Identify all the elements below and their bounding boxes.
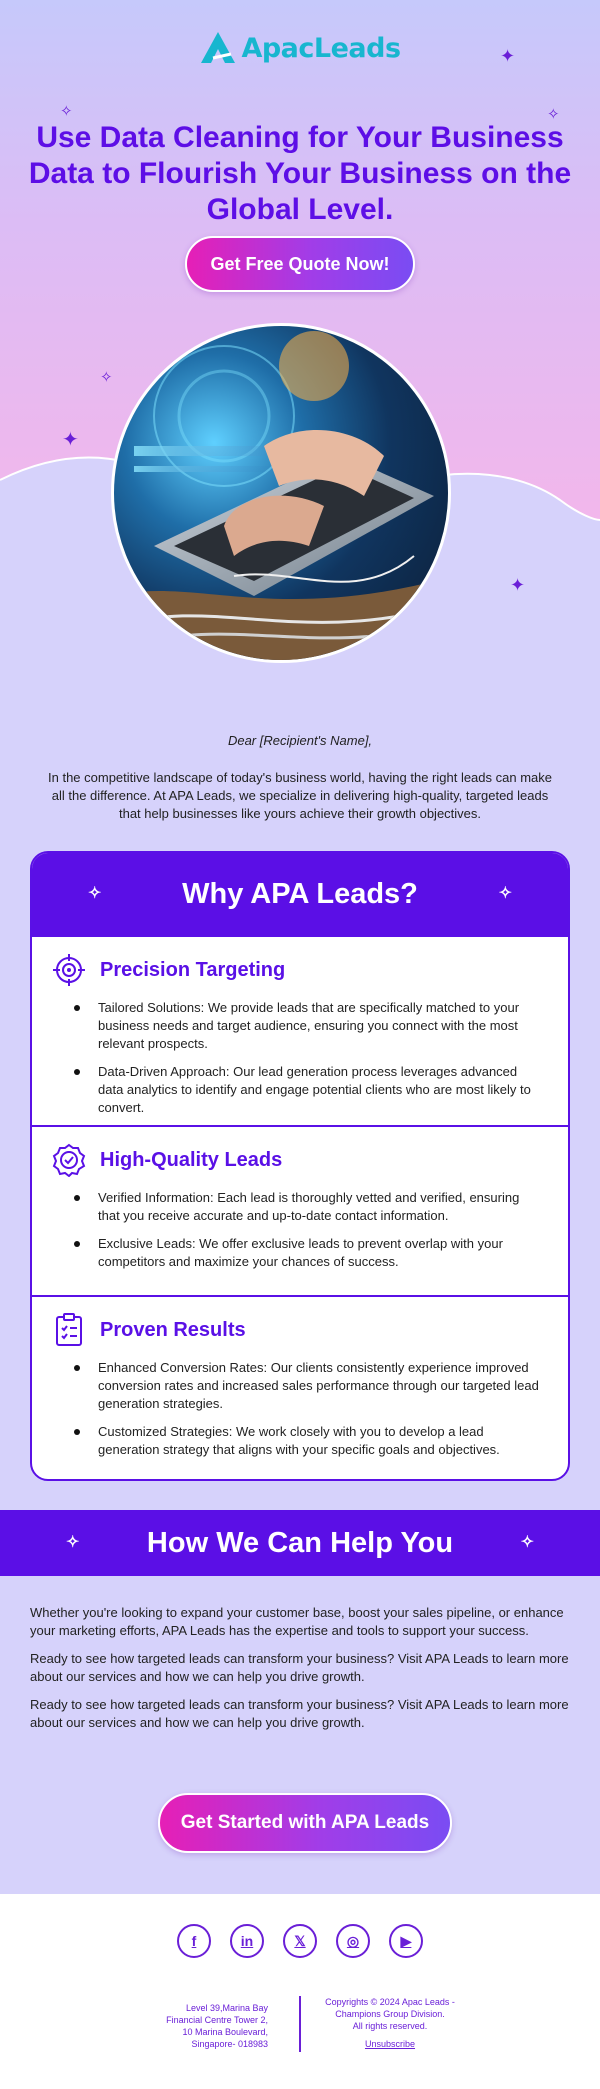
copyright-line: All rights reserved. <box>352 2021 428 2031</box>
verified-badge-icon <box>52 1143 86 1177</box>
how-title: How We Can Help You <box>146 1527 454 1559</box>
sparkle-icon: ✧ <box>88 885 102 902</box>
facebook-icon[interactable]: f <box>177 1924 211 1958</box>
feature-title: Precision Targeting <box>100 958 286 981</box>
feature-bullets <box>52 1359 542 1459</box>
why-header <box>32 853 568 935</box>
list-item: Customized Strategies: We work closely with you to develop a lead generation strategy that aligns with your specific goals and objectives. <box>74 1423 542 1459</box>
copyright-line: Copyrights © 2024 Apac Leads - <box>325 1997 455 2007</box>
instagram-icon[interactable]: ◎ <box>336 1924 370 1958</box>
footer-address <box>140 2002 268 2050</box>
target-icon <box>52 953 86 987</box>
x-icon[interactable]: 𝕏 <box>283 1924 317 1958</box>
address-line: Singapore- 018983 <box>191 2039 268 2049</box>
body-paragraph: Whether you're looking to expand your customer base, boost your sales pipeline, or enhance your marketing efforts, APA Leads has the expertise and tools to support your success. <box>30 1605 564 1638</box>
list-item: Verified Information: Each lead is thoroughly vetted and verified, ensuring that you receive accurate and up-to-date contact information. <box>74 1189 542 1225</box>
copyright-line: Champions Group Division. <box>335 2009 445 2019</box>
list-item: Exclusive Leads: We offer exclusive leads to prevent overlap with your competitors and maximize your chances of success. <box>74 1235 542 1271</box>
body-paragraph: Ready to see how targeted leads can transform your business? Visit APA Leads to learn more about our services and how we can help you drive growth. <box>30 1651 569 1684</box>
feature-bullets <box>52 999 542 1117</box>
get-free-quote-button[interactable]: Get Free Quote Now! <box>185 236 415 292</box>
body-paragraph: Ready to see how targeted leads can transform your business? Visit APA Leads to learn more about our services and how we can help you drive growth. <box>30 1697 569 1730</box>
address-line: Level 39,Marina Bay <box>185 2003 268 2013</box>
salutation: Dear [Recipient's Name], <box>227 733 373 748</box>
unsubscribe-link[interactable]: Unsubscribe <box>364 2039 416 2049</box>
how-we-help-body <box>30 1604 575 1742</box>
logo-mark-icon <box>199 30 237 66</box>
feature-bullets <box>52 1189 542 1271</box>
feature-title: High-Quality Leads <box>100 1148 283 1171</box>
sparkle-icon: ✦ <box>500 46 516 66</box>
sparkle-icon: ✦ <box>62 429 79 451</box>
feature-proven-results <box>32 1295 568 1481</box>
address-line: Financial Centre Tower 2, <box>166 2015 268 2025</box>
why-apa-leads-card <box>30 851 570 1481</box>
hero-image-laptop <box>111 323 451 663</box>
sparkle-icon: ✧ <box>547 106 560 123</box>
intro-paragraph: In the competitive landscape of today's business world, having the right leads can make all the difference. At APA Leads, we specialize in delivering high-quality, targeted leads that help businesses like yours achieve their growth objectives. <box>48 770 552 821</box>
list-item: Enhanced Conversion Rates: Our clients consistently experience improved conversion rates and increased sales performance through our targeted lead generation strategies. <box>74 1359 542 1413</box>
list-item: Tailored Solutions: We provide leads that are specifically matched to your business needs and target audience, ensuring you connect with the most relevant prospects. <box>74 999 542 1053</box>
address-line: 10 Marina Boulevard, <box>182 2027 268 2037</box>
youtube-icon[interactable]: ▶ <box>389 1924 423 1958</box>
footer-divider <box>299 1996 301 2052</box>
why-title: Why APA Leads? <box>182 878 418 910</box>
social-links <box>0 1924 600 1958</box>
linkedin-icon[interactable]: in <box>230 1924 264 1958</box>
how-we-help-banner <box>0 1510 600 1576</box>
clipboard-check-icon <box>52 1313 86 1347</box>
footer-copyright <box>320 1996 460 2050</box>
feature-title: Proven Results <box>100 1318 246 1341</box>
sparkle-icon: ✧ <box>100 369 113 386</box>
feature-high-quality-leads <box>32 1125 568 1295</box>
hero-headline: Use Data Cleaning for Your Business Data to Flourish Your Business on the Global Level. <box>28 121 572 226</box>
sparkle-icon: ✧ <box>520 1534 534 1551</box>
sparkle-icon: ✧ <box>66 1534 80 1551</box>
list-item: Data-Driven Approach: Our lead generation process leverages advanced data analytics to identify and engage potential clients who are most likely to convert. <box>74 1063 542 1117</box>
get-started-button[interactable]: Get Started with APA Leads <box>158 1793 452 1853</box>
logo-text: ApacLeads <box>241 32 401 64</box>
feature-precision-targeting <box>32 935 568 1125</box>
sparkle-icon: ✧ <box>498 885 512 902</box>
sparkle-icon: ✦ <box>510 575 526 595</box>
footer <box>0 1894 600 2089</box>
sparkle-icon: ✧ <box>60 103 73 120</box>
